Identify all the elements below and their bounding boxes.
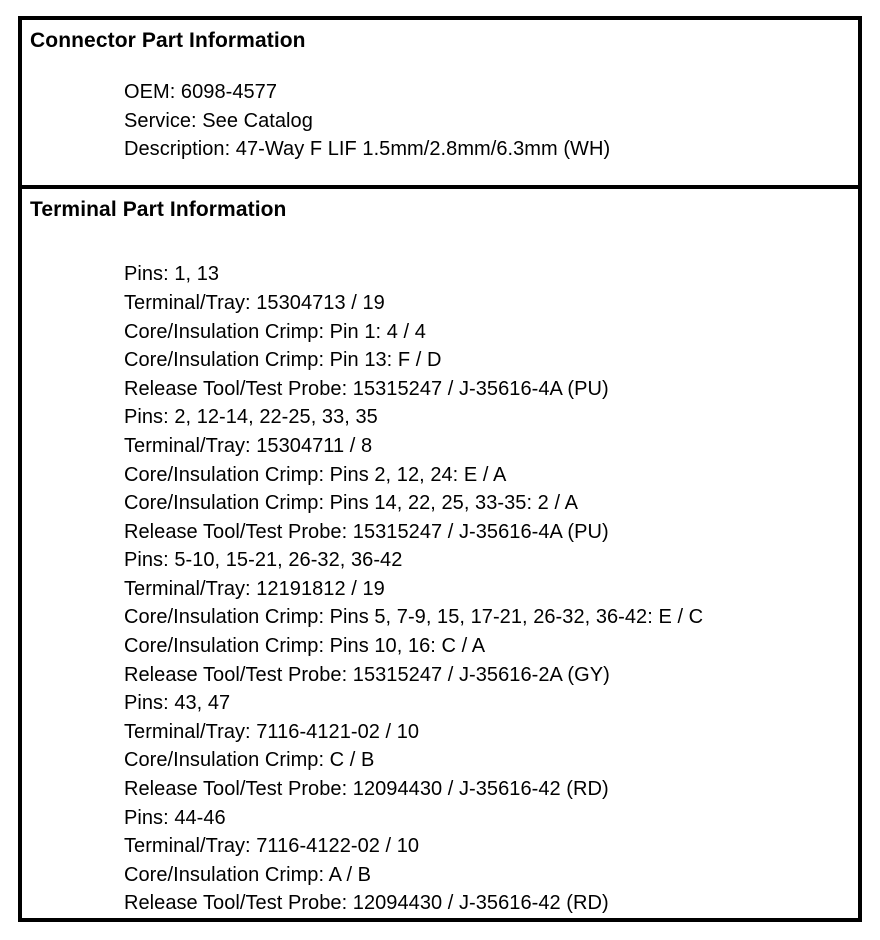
terminal-line: Pins: 5-10, 15-21, 26-32, 36-42 [124, 549, 403, 572]
terminal-line: Release Tool/Test Probe: 15315247 / J-35616-4A (PU) [124, 377, 609, 400]
terminal-line: Release Tool/Test Probe: 12094430 / J-35616-42 (RD) [124, 892, 609, 915]
terminal-line: Core/Insulation Crimp: Pins 2, 12, 24: E / A [124, 463, 507, 486]
terminal-line: Pins: 1, 13 [124, 263, 220, 286]
terminal-line: Release Tool/Test Probe: 12094430 / J-35616-42 (RD) [124, 778, 609, 801]
terminal-line: Release Tool/Test Probe: 15315247 / J-35616-4A (PU) [124, 520, 609, 543]
connector-section-title: Connector Part Information [30, 29, 306, 52]
part-information-table [18, 16, 862, 922]
terminal-line: Core/Insulation Crimp: Pins 5, 7-9, 15, 17-21, 26-32, 36-42: E / C [124, 606, 704, 629]
connector-description-line: Description: 47-Way F LIF 1.5mm/2.8mm/6.3mm (WH) [124, 138, 611, 161]
terminal-line: Release Tool/Test Probe: 15315247 / J-35616-2A (GY) [124, 663, 610, 686]
terminal-line: Core/Insulation Crimp: Pins 10, 16: C / A [124, 635, 486, 658]
connector-part-information-section [22, 20, 858, 189]
terminal-line: Core/Insulation Crimp: Pin 13: F / D [124, 349, 442, 372]
connector-section-body [22, 53, 858, 164]
terminal-line: Core/Insulation Crimp: C / B [124, 749, 375, 772]
connector-oem-line: OEM: 6098-4577 [124, 81, 278, 103]
terminal-section-title: Terminal Part Information [30, 198, 287, 222]
terminal-line: Terminal/Tray: 7116-4122-02 / 10 [124, 835, 420, 858]
terminal-line: Terminal/Tray: 7116-4121-02 / 10 [124, 720, 420, 743]
terminal-line: Core/Insulation Crimp: Pin 1: 4 / 4 [124, 320, 426, 343]
terminal-line: Core/Insulation Crimp: A / B [124, 863, 372, 886]
terminal-line: Pins: 43, 47 [124, 692, 231, 715]
terminal-line: Core/Insulation Crimp: Pins 14, 22, 25, 33-35: 2 / A [124, 492, 578, 515]
terminal-section-body [22, 222, 858, 918]
terminal-part-information-section [22, 189, 858, 918]
terminal-line: Terminal/Tray: 15304711 / 8 [124, 434, 373, 457]
terminal-line: Pins: 2, 12-14, 22-25, 33, 35 [124, 406, 378, 429]
terminal-line: Pins: 44-46 [124, 806, 226, 829]
connector-service-line: Service: See Catalog [124, 109, 313, 132]
terminal-line: Terminal/Tray: 15304713 / 19 [124, 291, 385, 314]
terminal-line: Terminal/Tray: 12191812 / 19 [124, 577, 385, 600]
